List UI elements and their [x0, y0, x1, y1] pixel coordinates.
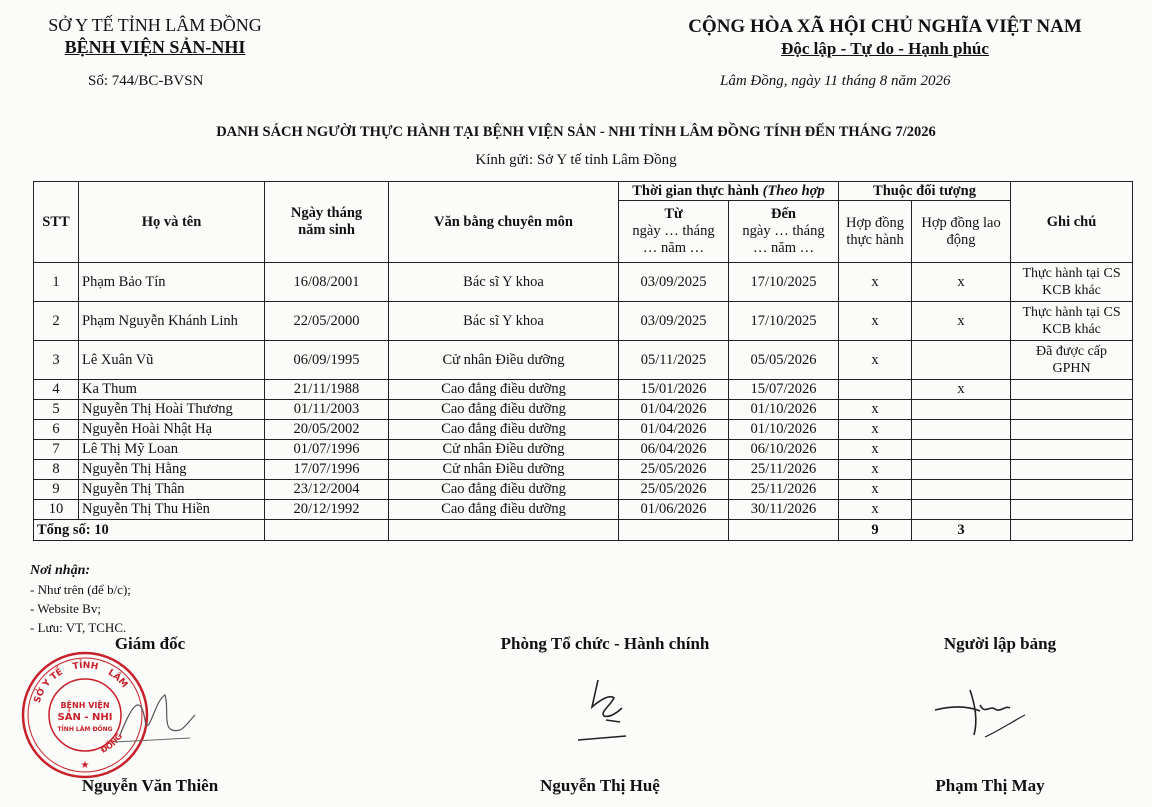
issuing-agency — [20, 14, 290, 58]
document-title: DANH SÁCH NGƯỜI THỰC HÀNH TẠI BỆNH VIỆN SẢN - NHI TỈNH LÂM ĐỒNG TÍNH ĐẾN THÁNG 7/2026 — [216, 124, 936, 140]
cell-name: Nguyễn Thị Hoài Thương — [79, 400, 265, 420]
svg-text:ĐỒNG: ĐỒNG — [99, 731, 125, 755]
header-dob: Ngày tháng năm sinh — [265, 182, 389, 263]
svg-text:SỞ Y TẾ: SỞ Y TẾ — [32, 667, 65, 705]
cell-name: Ka Thum — [79, 380, 265, 400]
cell-name: Phạm Nguyễn Khánh Linh — [79, 302, 265, 341]
cell-degree: Cao đẳng điều dưỡng — [389, 500, 619, 520]
cell-stt: 6 — [34, 420, 79, 440]
table-row — [34, 302, 1133, 341]
table-row — [34, 341, 1133, 380]
cell-from: 15/01/2026 — [619, 380, 729, 400]
cell-degree: Cử nhân Điều dưỡng — [389, 440, 619, 460]
svg-text:TỈNH LÂM ĐỒNG: TỈNH LÂM ĐỒNG — [57, 726, 113, 733]
svg-text:TỈNH: TỈNH — [72, 660, 100, 673]
cell-name: Nguyễn Thị Thân — [79, 480, 265, 500]
table-row — [34, 420, 1133, 440]
cell-to: 05/05/2026 — [729, 341, 839, 380]
cell-from: 01/04/2026 — [619, 420, 729, 440]
hr-name: Nguyễn Thị Huệ — [540, 776, 660, 795]
header-practice-contract: Hợp đồng thực hành — [839, 201, 912, 263]
cell-labor-contract — [912, 420, 1011, 440]
practitioner-table — [33, 181, 1133, 541]
director-signature-icon — [110, 680, 200, 750]
cell-to: 17/10/2025 — [729, 263, 839, 302]
cell-to: 15/07/2026 — [729, 380, 839, 400]
agency-name: BỆNH VIỆN SẢN-NHI — [64, 37, 246, 57]
header-to: Đến ngày … tháng … năm … — [729, 201, 839, 263]
cell-stt: 9 — [34, 480, 79, 500]
header-degree: Văn bằng chuyên môn — [389, 182, 619, 263]
header-period: Thời gian thực hành (Theo hợp — [619, 182, 839, 201]
cell-name: Nguyễn Hoài Nhật Hạ — [79, 420, 265, 440]
cell-degree: Cao đẳng điều dưỡng — [389, 380, 619, 400]
cell-to: 01/10/2026 — [729, 400, 839, 420]
total-empty-cell — [1011, 520, 1133, 541]
cell-notes — [1011, 400, 1133, 420]
total-empty-cell — [729, 520, 839, 541]
cell-notes — [1011, 460, 1133, 480]
total-row — [34, 520, 1133, 541]
cell-practice-contract: x — [839, 263, 912, 302]
cell-dob: 16/08/2001 — [265, 263, 389, 302]
hr-signature-icon — [570, 672, 640, 747]
cell-dob: 01/07/1996 — [265, 440, 389, 460]
director-title: Giám đốc — [114, 634, 186, 653]
cell-practice-contract: x — [839, 400, 912, 420]
header-from: Từ ngày … tháng … năm … — [619, 201, 729, 263]
cell-labor-contract — [912, 500, 1011, 520]
cell-notes — [1011, 500, 1133, 520]
header-group: Thuộc đối tượng — [839, 182, 1011, 201]
cell-from: 05/11/2025 — [619, 341, 729, 380]
svg-text:LÂM: LÂM — [106, 667, 130, 691]
cell-from: 03/09/2025 — [619, 302, 729, 341]
header-stt: STT — [34, 182, 79, 263]
total-empty-cell — [389, 520, 619, 541]
cell-practice-contract — [839, 380, 912, 400]
cell-stt: 1 — [34, 263, 79, 302]
cell-dob: 22/05/2000 — [265, 302, 389, 341]
cell-notes — [1011, 480, 1133, 500]
cell-name: Lê Xuân Vũ — [79, 341, 265, 380]
cell-notes — [1011, 380, 1133, 400]
cell-dob: 06/09/1995 — [265, 341, 389, 380]
cell-practice-contract: x — [839, 341, 912, 380]
cell-stt: 4 — [34, 380, 79, 400]
cell-name: Phạm Bảo Tín — [79, 263, 265, 302]
cell-notes: Thực hành tại CS KCB khác — [1011, 302, 1133, 341]
place-date: Lâm Đồng, ngày 11 tháng 8 năm 2026 — [720, 73, 951, 89]
cell-notes — [1011, 420, 1133, 440]
cell-to: 01/10/2026 — [729, 420, 839, 440]
cell-labor-contract — [912, 460, 1011, 480]
cell-to: 30/11/2026 — [729, 500, 839, 520]
table-row — [34, 400, 1133, 420]
cell-labor-contract — [912, 341, 1011, 380]
total-empty-cell — [265, 520, 389, 541]
hr-title: Phòng Tổ chức - Hành chính — [500, 634, 710, 653]
recipients-block — [30, 561, 131, 637]
table-row — [34, 380, 1133, 400]
cell-stt: 10 — [34, 500, 79, 520]
cell-stt: 8 — [34, 460, 79, 480]
cell-from: 03/09/2025 — [619, 263, 729, 302]
cell-degree: Bác sĩ Y khoa — [389, 263, 619, 302]
table-row — [34, 440, 1133, 460]
table-row — [34, 480, 1133, 500]
cell-from: 25/05/2026 — [619, 460, 729, 480]
cell-labor-contract — [912, 400, 1011, 420]
cell-labor-contract — [912, 440, 1011, 460]
cell-degree: Cử nhân Điều dưỡng — [389, 460, 619, 480]
table-row — [34, 500, 1133, 520]
cell-dob: 21/11/1988 — [265, 380, 389, 400]
preparer-signature-icon — [930, 675, 1030, 745]
svg-text:SẢN - NHI: SẢN - NHI — [57, 712, 113, 723]
header-labor-contract: Hợp đồng lao động — [912, 201, 1011, 263]
national-name: CỘNG HÒA XÃ HỘI CHỦ NGHĨA VIỆT NAM — [688, 16, 1082, 37]
cell-from: 01/06/2026 — [619, 500, 729, 520]
cell-dob: 20/05/2002 — [265, 420, 389, 440]
cell-practice-contract: x — [839, 420, 912, 440]
cell-degree: Cử nhân Điều dưỡng — [389, 341, 619, 380]
cell-notes: Thực hành tại CS KCB khác — [1011, 263, 1133, 302]
cell-practice-contract: x — [839, 440, 912, 460]
cell-labor-contract — [912, 480, 1011, 500]
cell-degree: Cao đẳng điều dưỡng — [389, 480, 619, 500]
header-name: Họ và tên — [79, 182, 265, 263]
cell-from: 01/04/2026 — [619, 400, 729, 420]
document-number: Số: 744/BC-BVSN — [88, 73, 204, 89]
recipient-line: Kính gửi: Sở Y tế tỉnh Lâm Đồng — [475, 152, 677, 168]
cell-dob: 20/12/1992 — [265, 500, 389, 520]
cell-dob: 23/12/2004 — [265, 480, 389, 500]
table-row — [34, 263, 1133, 302]
cell-degree: Cao đẳng điều dưỡng — [389, 400, 619, 420]
cell-stt: 2 — [34, 302, 79, 341]
cell-stt: 7 — [34, 440, 79, 460]
cell-dob: 17/07/1996 — [265, 460, 389, 480]
table-row — [34, 460, 1133, 480]
cell-practice-contract: x — [839, 500, 912, 520]
recipient-item: - Website Bv; — [30, 601, 101, 616]
cell-labor-contract: x — [912, 380, 1011, 400]
national-header — [640, 16, 1130, 60]
recipient-item: - Như trên (để b/c); — [30, 582, 131, 597]
cell-notes — [1011, 440, 1133, 460]
header-notes: Ghi chú — [1011, 182, 1133, 263]
cell-to: 17/10/2025 — [729, 302, 839, 341]
cell-practice-contract: x — [839, 480, 912, 500]
national-motto: Độc lập - Tự do - Hạnh phúc — [781, 39, 989, 58]
cell-from: 25/05/2026 — [619, 480, 729, 500]
cell-to: 25/11/2026 — [729, 460, 839, 480]
total-practice: 9 — [839, 520, 912, 541]
cell-from: 06/04/2026 — [619, 440, 729, 460]
director-name: Nguyễn Văn Thiên — [81, 776, 219, 795]
cell-to: 06/10/2026 — [729, 440, 839, 460]
cell-notes: Đã được cấp GPHN — [1011, 341, 1133, 380]
cell-degree: Bác sĩ Y khoa — [389, 302, 619, 341]
svg-text:BỆNH VIỆN: BỆNH VIỆN — [60, 701, 110, 710]
preparer-title: Người lập bảng — [943, 634, 1057, 653]
agency-parent: SỞ Y TẾ TỈNH LÂM ĐỒNG — [48, 15, 262, 35]
cell-name: Nguyễn Thị Hằng — [79, 460, 265, 480]
svg-text:★: ★ — [80, 760, 90, 771]
preparer-name: Phạm Thị May — [935, 776, 1045, 795]
cell-to: 25/11/2026 — [729, 480, 839, 500]
cell-degree: Cao đẳng điều dưỡng — [389, 420, 619, 440]
cell-practice-contract: x — [839, 302, 912, 341]
cell-practice-contract: x — [839, 460, 912, 480]
total-labor: 3 — [912, 520, 1011, 541]
recipient-item: - Lưu: VT, TCHC. — [30, 620, 127, 635]
cell-dob: 01/11/2003 — [265, 400, 389, 420]
cell-name: Lê Thị Mỹ Loan — [79, 440, 265, 460]
cell-stt: 5 — [34, 400, 79, 420]
total-empty-cell — [619, 520, 729, 541]
cell-labor-contract: x — [912, 263, 1011, 302]
recipients-title: Nơi nhận: — [30, 563, 91, 578]
total-label: Tổng số: 10 — [34, 520, 265, 541]
cell-stt: 3 — [34, 341, 79, 380]
cell-labor-contract: x — [912, 302, 1011, 341]
cell-name: Nguyễn Thị Thu Hiền — [79, 500, 265, 520]
